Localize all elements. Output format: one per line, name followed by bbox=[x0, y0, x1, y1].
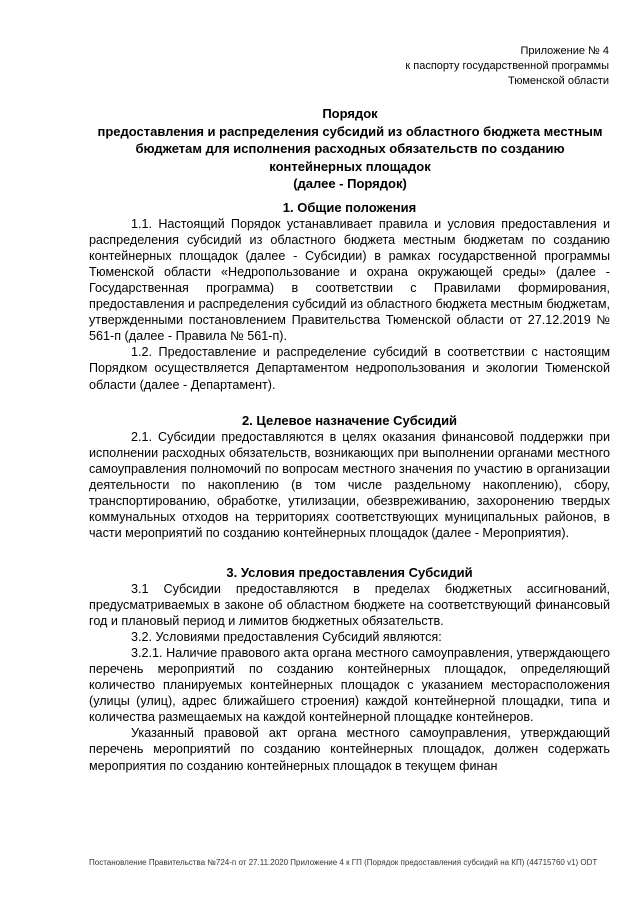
document-body bbox=[89, 200, 610, 774]
appendix-number: Приложение № 4 bbox=[520, 45, 609, 57]
paragraph-2-1: 2.1. Субсидии предоставляются в целях оказания финансовой поддержки при исполнении расходных обязательств, возникающих при выполнении органами местного самоуправления полномочий по вопросам местного значения по участию в организации деятельности по накоплению (в том числе раздельному накоплению), сбору, транспортированию, обработке, утилизации, обезвреживанию, захоронению твердых коммунальных отходов на территориях соответствующих муниципальных районов, в части мероприятий по созданию контейнерных площадок (далее - Мероприятия). bbox=[89, 429, 610, 540]
appendix-reference: к паспорту государственной программы bbox=[405, 60, 609, 72]
appendix-header bbox=[405, 44, 609, 89]
document-footer: Постановление Правительства №724-п от 27.11.2020 Приложение 4 к ГП (Порядок предоставления субсидий на КП) (44715760 v1) ODT bbox=[89, 858, 598, 867]
section-3-heading: 3. Условия предоставления Субсидий bbox=[226, 564, 473, 580]
paragraph-3-2-1: 3.2.1. Наличие правового акта органа местного самоуправления, утверждающего перечень мероприятий по созданию контейнерных площадок, определяющий количество планируемых контейнерных площадок с указанием месторасположения (улицы (улиц), адрес ближайшего строения) каждой контейнерной площадки, типа и количества размещаемых на каждой контейнерной площадке контейнеров. bbox=[89, 646, 610, 725]
title-line-2: предоставления и распределения субсидий из областного бюджета местным бюджетам для исполнения расходных обязательств по созданию контейнерных площадок bbox=[97, 123, 603, 174]
document-title bbox=[90, 105, 610, 193]
section-1-heading: 1. Общие положения bbox=[282, 200, 417, 215]
paragraph-1-2: 1.2. Предоставление и распределение субсидий в соответствии с настоящим Порядком осуществляется Департаментом недропользования и экологии Тюменской области (далее - Департамент). bbox=[89, 345, 610, 392]
appendix-region: Тюменской области bbox=[507, 75, 609, 87]
title-line-1: Порядок bbox=[322, 106, 378, 121]
paragraph-3-1: 3.1 Субсидии предоставляются в пределах бюджетных ассигнований, предусматриваемых в законе об областном бюджете на соответствующий финансовый год и плановый период и лимитов бюджетных обязательств. bbox=[89, 581, 610, 629]
section-2-heading: 2. Целевое назначение Субсидий bbox=[241, 412, 458, 428]
paragraph-3-2: 3.2. Условиями предоставления Субсидий являются: bbox=[131, 630, 442, 645]
paragraph-1-1: 1.1. Настоящий Порядок устанавливает правила и условия предоставления и распределения субсидий из областного бюджета местным бюджетам по созданию контейнерных площадок (далее - Субсидии) в рамках государственной программы Тюменской области «Недропользование и охрана окружающей среды» (далее - Государственная программа) в соответствии с Правилами формирования, предоставления и распределения субсидий из областного бюджета местным бюджетам, утвержденными постановлением Правительства Тюменской области от 27.12.2019 № 561-п (далее - Правила № 561-п). bbox=[89, 217, 610, 344]
title-line-3: (далее - Порядок) bbox=[293, 176, 407, 191]
paragraph-3-2-1-continued: Указанный правовой акт органа местного самоуправления, утверждающий перечень мероприятий по созданию контейнерных площадок, должен содержать мероприятия по созданию контейнерных площадок в текущем финан bbox=[89, 726, 610, 773]
